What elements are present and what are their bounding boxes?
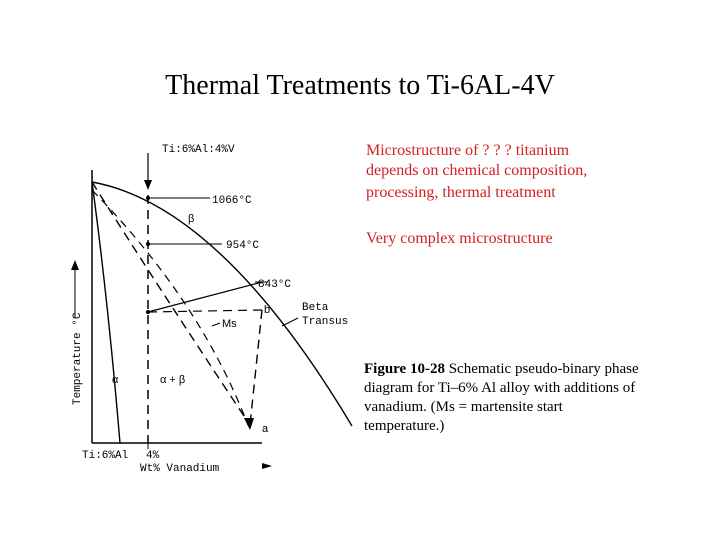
note-line-3: processing, thermal treatment xyxy=(366,184,556,201)
marker-1066 xyxy=(146,196,150,200)
label-point-b: b xyxy=(264,304,271,316)
marker-843 xyxy=(146,310,150,314)
x-origin-label: Ti:6%Al xyxy=(82,450,129,462)
label-954: 954°C xyxy=(226,240,260,252)
label-1066: 1066°C xyxy=(212,195,252,207)
alpha-solvus-curve xyxy=(92,182,120,443)
composition-label: Ti:6%Al:4%V xyxy=(162,144,235,156)
note-line-1: Microstructure of ? ? ? titanium xyxy=(366,142,570,159)
y-axis-label: Temperature °C xyxy=(72,312,84,405)
x-4pct-label: 4% xyxy=(146,450,160,462)
label-beta-transus-1: Beta xyxy=(302,302,329,314)
line-to-b xyxy=(148,310,262,312)
label-alpha: α xyxy=(112,374,119,386)
figure-number: Figure 10-28 xyxy=(364,361,445,377)
composition-arrow-head xyxy=(144,180,152,190)
x-axis-label: Wt% Vanadium xyxy=(140,463,220,475)
label-beta: β xyxy=(188,213,195,225)
slide-title: Thermal Treatments to Ti-6AL-4V xyxy=(165,70,555,101)
a-arrow-head xyxy=(244,418,254,430)
label-alpha-beta: α + β xyxy=(160,374,186,386)
note-line-4: Very complex microstructure xyxy=(366,230,553,247)
note-line-2: depends on chemical composition, xyxy=(366,162,588,179)
label-ms: Ms xyxy=(222,318,237,330)
y-axis-arrow-head xyxy=(71,260,79,270)
label-point-a: a xyxy=(262,423,269,435)
leader-beta-transus xyxy=(282,318,298,326)
x-axis-arrow-head xyxy=(262,463,272,469)
label-beta-transus-2: Transus xyxy=(302,316,349,328)
b-to-a-dashed-line xyxy=(250,310,262,425)
marker-954 xyxy=(146,242,150,246)
label-843: 843°C xyxy=(258,279,292,291)
leader-ms xyxy=(212,323,220,326)
figure-caption-text: Schematic pseudo-binary phase diagram for Ti–6% Al alloy with additions of vanadium. (Ms = martensite start temperature.) xyxy=(364,361,639,434)
